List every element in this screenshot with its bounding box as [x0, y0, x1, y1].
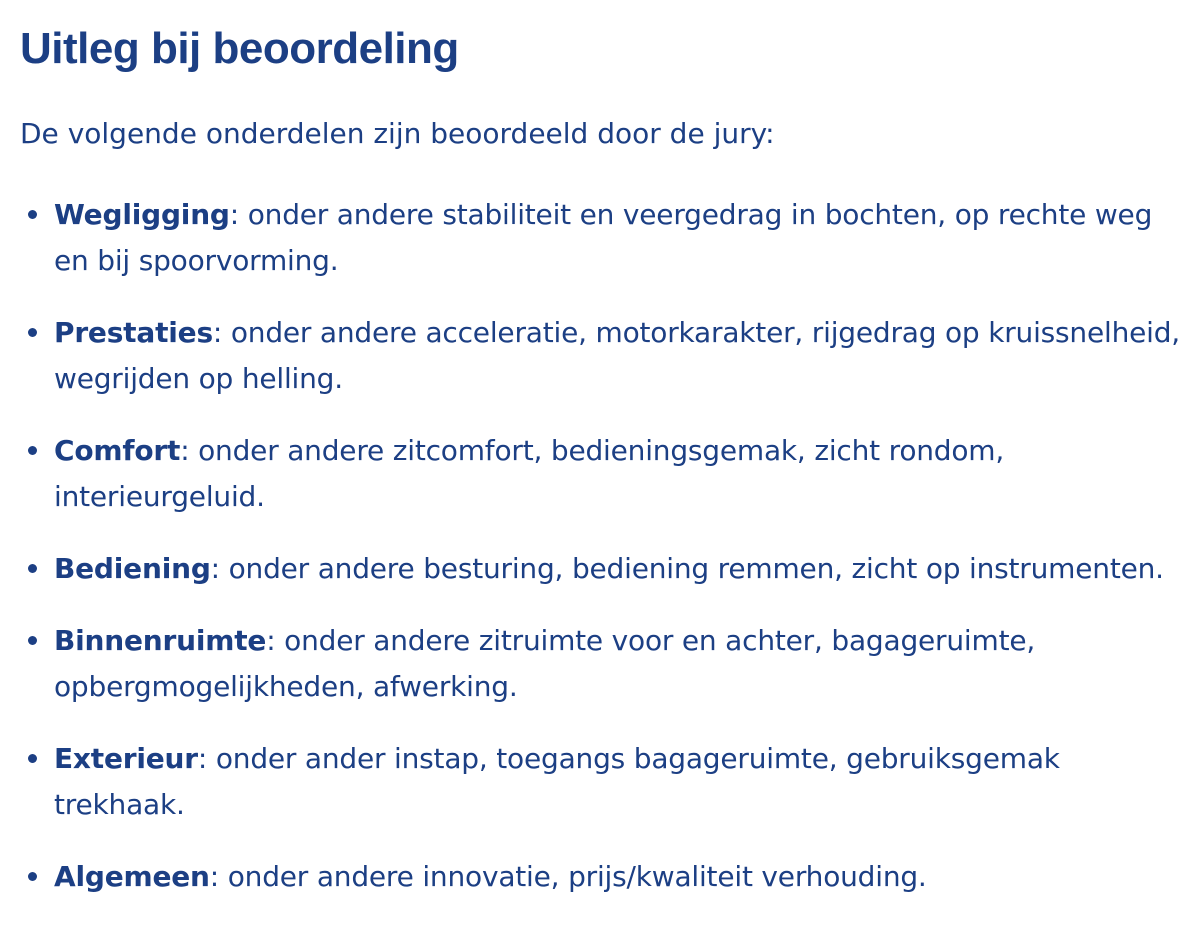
- bullet-icon: [28, 754, 37, 763]
- list-item-bediening: [20, 546, 1180, 592]
- criterion-term: Wegligging: [54, 198, 230, 231]
- criterion-separator: :: [229, 198, 240, 231]
- criterion-description: onder andere zitcomfort, bedieningsgemak, zicht rondom, interieurgeluid.: [54, 434, 1005, 513]
- criterion-term: Exterieur: [54, 742, 198, 775]
- list-item-binnenruimte: [20, 618, 1180, 710]
- criterion-description: onder ander instap, toegangs bagageruimte, gebruiksgemak trekhaak.: [54, 742, 1060, 821]
- intro-text: De volgende onderdelen zijn beoordeeld door de jury:: [20, 117, 775, 150]
- page-title: Uitleg bij beoordeling: [20, 24, 459, 73]
- criterion-description: onder andere zitruimte voor en achter, bagageruimte, opbergmogelijkheden, afwerking.: [54, 624, 1036, 703]
- bullet-icon: [28, 210, 37, 219]
- criterion-separator: :: [210, 552, 220, 585]
- list-item-exterieur: [20, 736, 1180, 828]
- criterion-term: Algemeen: [54, 860, 210, 893]
- content-area: [20, 20, 1180, 926]
- criteria-list: [20, 192, 1180, 900]
- bullet-icon: [28, 636, 37, 645]
- criterion-description: onder andere besturing, bediening remmen, zicht op instrumenten.: [219, 552, 1164, 585]
- list-item-wegligging: [20, 192, 1180, 284]
- criterion-separator: :: [212, 316, 223, 349]
- criterion-description: onder andere stabiliteit en veergedrag in bochten, op rechte weg en bij spoorvorming.: [54, 198, 1153, 277]
- criterion-separator: :: [209, 860, 220, 893]
- bullet-icon: [28, 328, 37, 337]
- list-item-algemeen: [20, 854, 1180, 900]
- bullet-icon: [28, 446, 37, 455]
- criterion-separator: :: [197, 742, 208, 775]
- criterion-term: Binnenruimte: [54, 624, 267, 657]
- criterion-separator: :: [266, 624, 276, 657]
- list-item-comfort: [20, 428, 1180, 520]
- bullet-icon: [28, 564, 37, 573]
- criterion-separator: :: [180, 434, 190, 467]
- criterion-term: Bediening: [54, 552, 211, 585]
- list-item-prestaties: [20, 310, 1180, 402]
- criterion-term: Comfort: [54, 434, 181, 467]
- bullet-icon: [28, 872, 37, 881]
- criterion-description: onder andere innovatie, prijs/kwaliteit verhouding.: [219, 860, 927, 893]
- criterion-term: Prestaties: [54, 316, 213, 349]
- criterion-description: onder andere acceleratie, motorkarakter, rijgedrag op kruissnelheid, wegrijden op helling.: [54, 316, 1181, 395]
